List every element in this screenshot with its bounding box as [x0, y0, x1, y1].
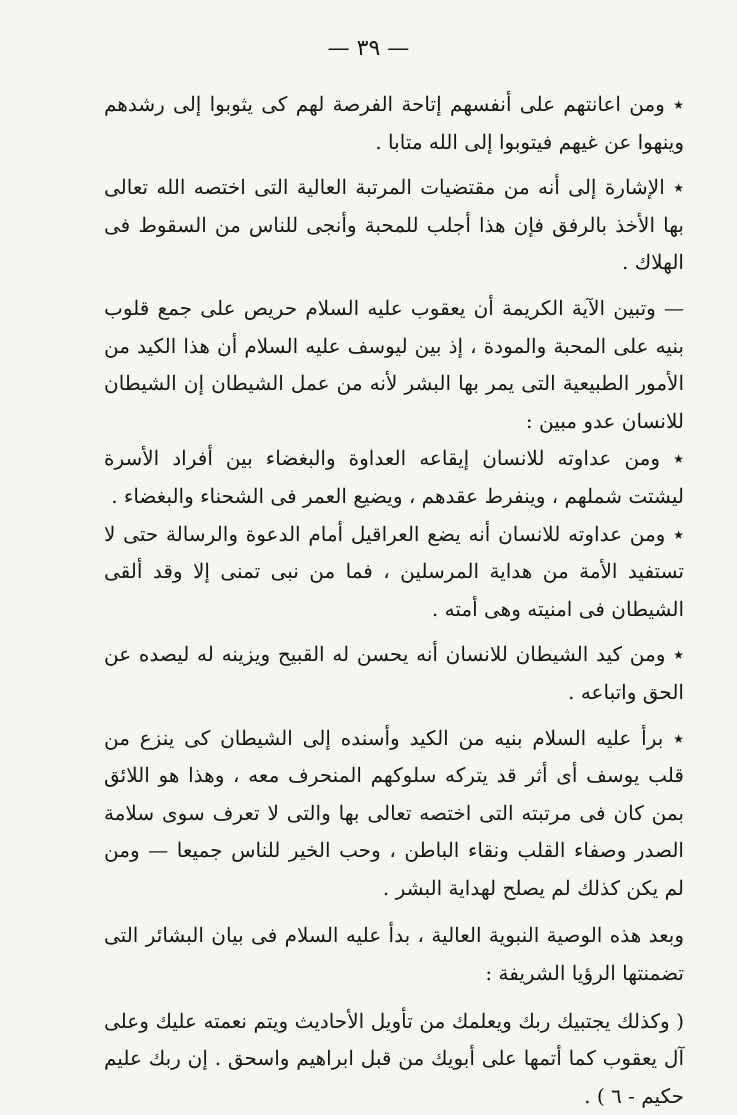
- paragraph-3: — وتبين الآية الكريمة أن يعقوب عليه السلام حريص على جمع قلوب بنيه على المحبة والمودة ، إذ بين ليوسف عليه السلام أن هذا الكيد من الأمور الطبيعية التى يمر بها البشر لأنه من عمل الشيطان إن الشيطان للانسان عدو مبين :: [104, 295, 684, 433]
- paragraph-4: ٭ ومن عداوته للانسان إيقاعه العداوة والبغضاء بين أفراد الأسرة ليشتت شملهم ، وينفرط عقدهم ، ويضيع العمر فى الشحناء والبغضاء .: [104, 446, 684, 508]
- page-number: — ٣٩ —: [327, 36, 410, 61]
- paragraph-5: ٭ ومن عداوته للانسان أنه يضع العراقيل أمام الدعوة والرسالة حتى لا تستفيد الأمة من هداية المرسلين ، فما من نبى تمنى إلا وقد ألقى الشيطان فى امنيته وهى أمته .: [104, 521, 684, 621]
- body-text: [104, 86, 684, 1115]
- paragraph-7: ٭ برأ عليه السلام بنيه من الكيد وأسنده إلى الشيطان كى ينزع من قلب يوسف أى أثر قد يتركه سلوكهم المنحرف معه ، وهذا هو اللائق بمن كان فى مرتبته التى اختصه تعالى بها والتى لا تعرف سوى سلامة الصدر وصفاء القلب ونقاء الباطن ، وحب الخير للناس جميعا — ومن لم يكن كذلك لم يصلح لهداية البشر .: [104, 725, 684, 900]
- paragraph-1: ٭ ومن اعانتهم على أنفسهم إتاحة الفرصة لهم كى يثوبوا إلى رشدهم وينهوا عن غيهم فيتوبوا إلى الله متابا .: [104, 92, 684, 154]
- paragraph-8: وبعد هذه الوصية النبوية العالية ، بدأ عليه السلام فى بيان البشائر التى تضمنتها الرؤيا الشريفة :: [104, 923, 684, 986]
- quran-verse: ( وكذلك يجتبيك ربك ويعلمك من تأويل الأحاديث ويتم نعمته عليك وعلى آل يعقوب كما أتمها على أبويك من قبل ابراهيم واسحق . إن ربك عليم حكيم - ٦ ) .: [104, 1008, 684, 1108]
- paragraph-6: ٭ ومن كيد الشيطان للانسان أنه يحسن له القبيح ويزينه له ليصده عن الحق واتباعه .: [104, 642, 684, 704]
- paragraph-2: ٭ الإشارة إلى أنه من مقتضيات المرتبة العالية التى اختصه الله تعالى بها الأخذ بالرفق فإن هذا أجلب للمحبة وأنجى للناس من السقوط فى الهلاك .: [104, 175, 684, 275]
